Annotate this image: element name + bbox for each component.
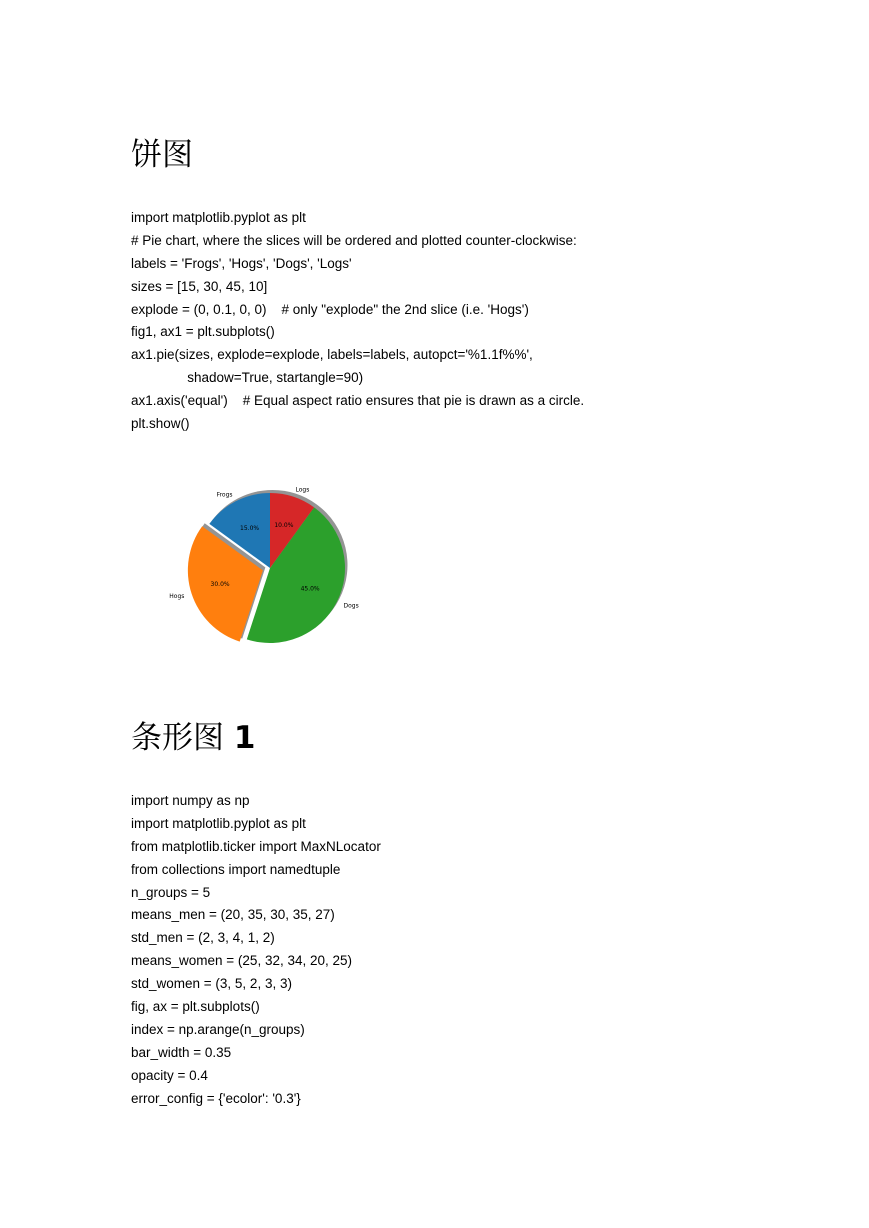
code-line: n_groups = 5 bbox=[131, 884, 211, 900]
code-line: fig, ax = plt.subplots() bbox=[131, 999, 260, 1015]
pie-percent-label: 30.0% bbox=[210, 581, 230, 589]
pie-chart bbox=[150, 470, 380, 660]
pie-category-label: Logs bbox=[295, 486, 310, 494]
code-line: plt.show() bbox=[131, 416, 190, 432]
heading-number: 1 bbox=[233, 720, 256, 756]
pie-percent-label: 45.0% bbox=[300, 585, 320, 593]
pie-percent-label: 15.0% bbox=[240, 524, 260, 532]
code-line: index = np.arange(n_groups) bbox=[131, 1021, 305, 1037]
code-line: opacity = 0.4 bbox=[131, 1067, 208, 1083]
heading-text: 条形图 bbox=[131, 720, 224, 756]
code-line: import numpy as np bbox=[131, 793, 250, 808]
code-block-bar bbox=[131, 790, 381, 1110]
pie-category-label: Frogs bbox=[216, 491, 233, 499]
code-line: import matplotlib.pyplot as plt bbox=[131, 815, 306, 831]
code-line: explode = (0, 0.1, 0, 0) # only "explode" the 2nd slice (i.e. 'Hogs') bbox=[131, 301, 529, 317]
pie-category-label: Dogs bbox=[343, 602, 359, 610]
code-line: fig1, ax1 = plt.subplots() bbox=[131, 324, 275, 340]
pie-category-label: Hogs bbox=[169, 592, 185, 600]
code-line: ax1.axis('equal') # Equal aspect ratio ensures that pie is drawn as a circle. bbox=[131, 393, 585, 409]
code-line: shadow=True, startangle=90) bbox=[131, 370, 364, 386]
code-line: labels = 'Frogs', 'Hogs', 'Dogs', 'Logs' bbox=[131, 255, 352, 271]
code-block-pie bbox=[131, 207, 584, 436]
code-line: std_men = (2, 3, 4, 1, 2) bbox=[131, 930, 275, 946]
section-heading-bar bbox=[131, 720, 256, 756]
code-line: bar_width = 0.35 bbox=[131, 1044, 232, 1060]
code-line: sizes = [15, 30, 45, 10] bbox=[131, 278, 268, 294]
code-line: from matplotlib.ticker import MaxNLocator bbox=[131, 838, 381, 854]
code-line: from collections import namedtuple bbox=[131, 861, 341, 877]
code-line: means_women = (25, 32, 34, 20, 25) bbox=[131, 953, 353, 969]
pie-percent-label: 10.0% bbox=[274, 522, 294, 530]
section-heading-pie: 饼图 bbox=[131, 137, 193, 173]
code-line: error_config = {'ecolor': '0.3'} bbox=[131, 1090, 301, 1106]
code-line: # Pie chart, where the slices will be ordered and plotted counter-clockwise: bbox=[131, 232, 577, 248]
code-line: std_women = (3, 5, 2, 3, 3) bbox=[131, 976, 292, 992]
code-line: import matplotlib.pyplot as plt bbox=[131, 210, 306, 225]
code-line: ax1.pie(sizes, explode=explode, labels=labels, autopct='%1.1f%%', bbox=[131, 347, 533, 363]
code-line: means_men = (20, 35, 30, 35, 27) bbox=[131, 907, 335, 923]
